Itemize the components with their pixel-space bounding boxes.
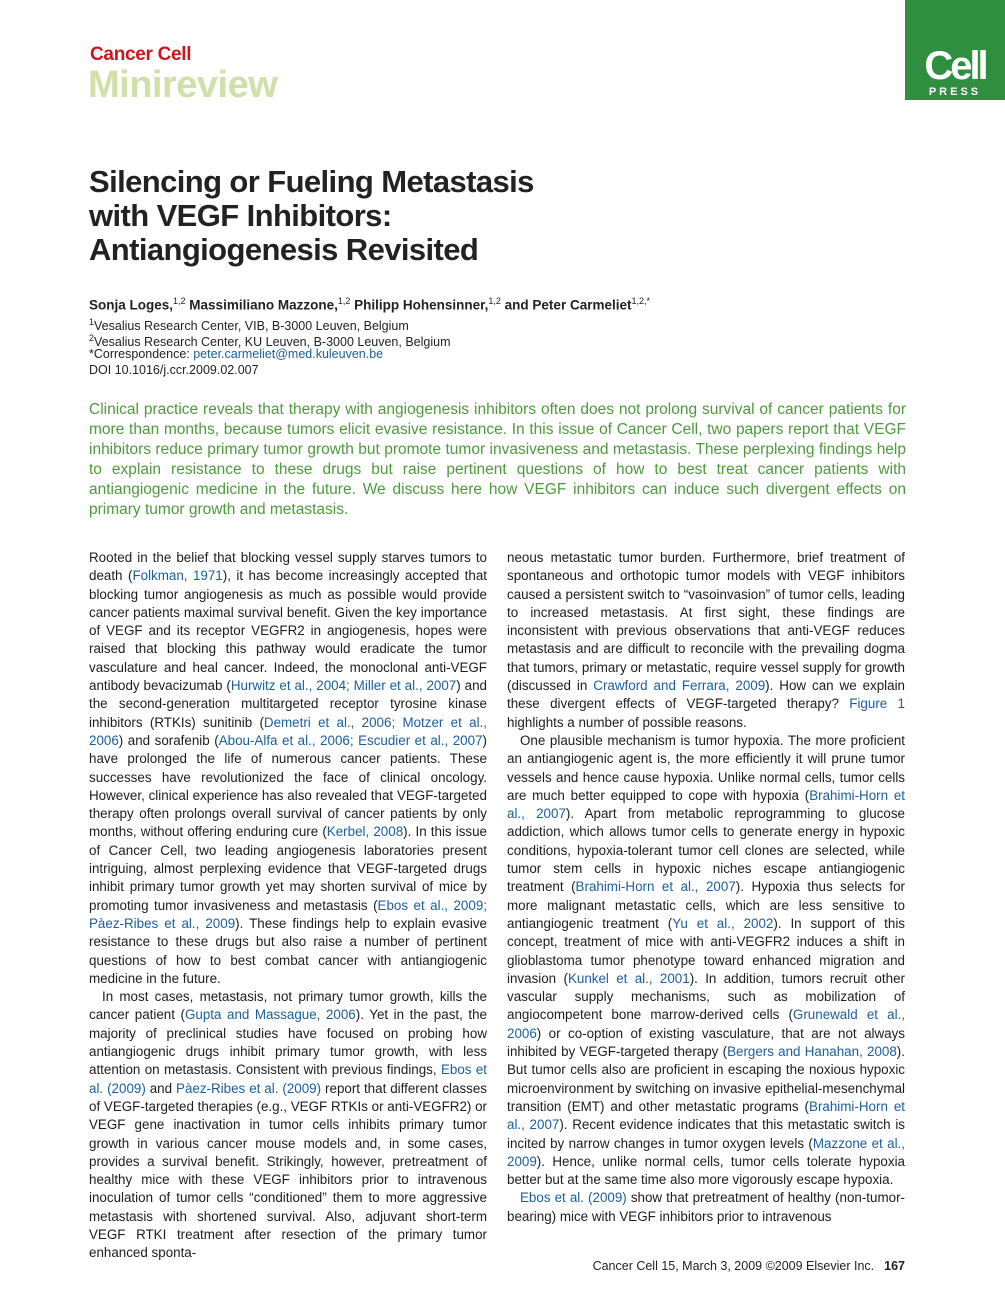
author-affil: 1,2: [337, 296, 351, 306]
citation-link[interactable]: Mazzone et al., 2009: [507, 1135, 905, 1169]
paragraph: One plausible mechanism is tumor hypoxia. The more proficient an antiangiogenic agent is, the more efficiently it will prune tumor vessels and hence cause hypoxia. Unlike normal cells, tumor cells are much better equipped to cope with hypoxia (Brahimi-Horn et al., 2007). Apart from metabolic reprogramming to glucose addiction, which allows tumor cells to generate energy in hypoxic conditions, hypoxia-tolerant tumor cell clones are selected, while tumor stem cells in hypoxic niches escape antiangiogenic treatment (Brahimi-Horn et al., 2007). Hypoxia thus selects for more malignant metastatic cells, which are less sensitive to antiangiogenic treatment (Yu et al., 2002). In support of this concept, treatment of mice with anti-VEGFR2 induces a shift in glioblastoma tumor phenotype toward enhanced migration and invasion (Kunkel et al., 2001). In addition, tumors recruit other vascular supply mechanisms, such as mobilization of angiocompetent bone marrow-derived cells (Grunewald et al., 2006) or co-option of existing vasculature, that are not always inhibited by VEGF-targeted therapy (Bergers and Hanahan, 2008). But tumor cells also are proficient in escaping the noxious hypoxic microenvironment by switching on invasive epithelial-mesenchymal transition (EMT) and other metastatic programs (Brahimi-Horn et al., 2007). Recent evidence indicates that this metastatic switch is incited by narrow changes in tumor oxygen levels (Mazzone et al., 2009). Hence, unlike normal cells, tumor cells tolerate hypoxia better but at the same time also more vigorously escape hypoxia.: [507, 732, 905, 1188]
citation-link[interactable]: Brahimi-Horn et al., 2007: [507, 787, 905, 822]
author-list: [89, 296, 650, 313]
citation-link[interactable]: Ebos et al. (2009): [520, 1190, 627, 1206]
correspondence: [89, 346, 383, 362]
article-title: [89, 165, 649, 267]
correspondence-email-link[interactable]: peter.carmeliet@med.kuleuven.be: [193, 347, 384, 361]
citation-link[interactable]: Ebos et al. (2009): [89, 1062, 487, 1096]
citation-link[interactable]: Kerbel, 2008: [326, 824, 404, 840]
citation-link[interactable]: Gupta and Massague, 2006: [184, 1007, 356, 1023]
author-affil: 1,2: [173, 296, 186, 306]
paragraph: neous metastatic tumor burden. Furthermore, brief treatment of spontaneous and orthotopic tumor models with VEGF inhibitors caused a persistent switch to “vasoinvasion” of tumor cells, leading to increased metastasis. At first sight, these findings are inconsistent with previous observations that anti-VEGF reduces metastasis and are difficult to reconcile with the prevailing dogma that tumors, primary or metastatic, require vessel supply for growth (discussed in Crawford and Ferrara, 2009). How can we explain these divergent effects of VEGF-targeted therapy? Figure 1 highlights a number of possible reasons.: [507, 550, 906, 730]
author-name: Sonja Loges,: [89, 297, 174, 313]
paragraph: Ebos et al. (2009) show that pretreatment of healthy (non-tumor-bearing) mice with VEGF inhibitors prior to intravenous: [507, 1190, 905, 1224]
author-name: and Peter Carmeliet: [504, 297, 632, 313]
footer-citation: Cancer Cell 15, March 3, 2009 ©2009 Elsevier Inc.: [592, 1259, 875, 1273]
logo-sub-text: PRESS: [928, 86, 982, 98]
body-column-left: [89, 549, 487, 1263]
citation-link[interactable]: Brahimi-Horn et al., 2007: [575, 879, 736, 895]
citation-link[interactable]: Yu et al., 2002: [672, 915, 774, 931]
body-column-right: [507, 549, 905, 1226]
logo-main-text: Cell: [924, 44, 986, 88]
citation-link[interactable]: Bergers and Hanahan, 2008: [727, 1044, 897, 1060]
citation-link[interactable]: Abou-Alfa et al., 2006; Escudier et al., 2007: [218, 732, 483, 748]
affiliation-2-text: Vesalius Research Center, KU Leuven, B-3000 Leuven, Belgium: [94, 335, 451, 350]
citation-link[interactable]: Kunkel et al., 2001: [567, 970, 690, 986]
figure-link[interactable]: Figure 1: [849, 696, 906, 712]
title-line-2: with VEGF Inhibitors:: [89, 198, 392, 233]
abstract: Clinical practice reveals that therapy with angiogenesis inhibitors often does not prolong survival of cancer patients for more than months, because tumors elicit evasive resistance. In this issue of Cancer Cell, two papers report that VEGF inhibitors reduce primary tumor growth but promote tumor invasiveness and metastasis. These perplexing findings help to explain resistance to these drugs but raise pertinent questions of how to best treat cancer patients with antiangiogenic medicine in the future. We discuss here how VEGF inhibitors can induce such divergent effects on primary tumor growth and metastasis.: [89, 401, 906, 518]
citation-link[interactable]: Ebos et al., 2009; Pàez-Ribes et al., 2009: [89, 897, 487, 931]
paragraph: Rooted in the belief that blocking vessel supply starves tumors to death (Folkman, 1971), it has become increasingly accepted that blocking tumor angiogenesis as much as possible would provide cancer patients maximal survival benefit. Given the key importance of VEGF and its receptor VEGFR2 in angiogenesis, hopes were raised that blocking this pathway would eradicate the tumor vasculature and heal cancer. Indeed, the monoclonal anti-VEGF antibody bevacizumab (Hurwitz et al., 2004; Miller et al., 2007) and the second-generation multitargeted receptor tyrosine kinase inhibitors (RTKIs) sunitinib (Demetri et al., 2006; Motzer et al., 2006) and sorafenib (Abou-Alfa et al., 2006; Escudier et al., 2007) have prolonged the life of numerous cancer patients. These successes have revolutionized the face of clinical oncology. However, clinical experience has also revealed that VEGF-targeted therapy often prolongs overall survival of cancer patients by only months, without offering enduring cure (Kerbel, 2008). In this issue of Cancer Cell, two leading angiogenesis laboratories present intriguing, almost perplexing evidence that VEGF-targeted drugs inhibit primary tumor growth yet may shorten survival of mice by promoting tumor invasiveness and metastasis (Ebos et al., 2009; Pàez-Ribes et al., 2009). These findings help to explain evasive resistance to these drugs but also raise a number of pertinent questions of how to best combat cancer with antiangiogenic medicine in the future.: [89, 550, 488, 986]
citation-link[interactable]: Grunewald et al., 2006: [507, 1007, 905, 1041]
cell-press-logo: [905, 0, 1005, 100]
title-line-1: Silencing or Fueling Metastasis: [89, 164, 534, 199]
page-number: 167: [884, 1259, 905, 1273]
author-affil: 1,2,*: [631, 296, 650, 306]
citation-link[interactable]: Brahimi-Horn et al., 2007: [507, 1098, 905, 1133]
paragraph: In most cases, metastasis, not primary tumor growth, kills the cancer patient (Gupta and Massague, 2006). Yet in the past, the majority of preclinical studies have focused on probing how antiangiogenic drugs inhibit primary tumor growth, with less attention on metastasis. Consistent with previous findings, Ebos et al. (2009) and Pàez-Ribes et al. (2009) report that different classes of VEGF-targeted therapies (e.g., VEGF RTKIs or anti-VEGFR2) or VEGF gene inactivation in tumor cells inhibits primary tumor growth in various cancer mouse models and, in some cases, provides a survival benefit. Strikingly, however, pretreatment of healthy mice with these VEGF inhibitors prior to intravenous inoculation of tumor cells “conditioned” them to more aggressive metastasis with shortened survival. Also, adjuvant short-term VEGF RTKI treatment after resection of the primary tumor enhanced sponta-: [89, 989, 488, 1261]
affiliation-1: $^1$Vesalius Research Center, VIB, B-3000 Leuven, Belgium: [89, 317, 409, 334]
page-footer: [593, 1259, 905, 1273]
section-label: Minireview: [88, 64, 278, 106]
author-affil: 1,2: [488, 296, 501, 306]
citation-link[interactable]: Pàez-Ribes et al. (2009): [176, 1080, 322, 1096]
citation-link[interactable]: Hurwitz et al., 2004; Miller et al., 2007: [230, 678, 457, 694]
correspondence-label: *Correspondence:: [89, 347, 194, 361]
journal-name: Cancer Cell: [90, 44, 192, 65]
citation-link[interactable]: Folkman, 1971: [132, 568, 223, 584]
citation-link[interactable]: Demetri et al., 2006; Motzer et al., 2006: [89, 714, 487, 748]
author-name: Massimiliano Mazzone,: [189, 297, 338, 313]
title-line-3: Antiangiogenesis Revisited: [89, 232, 479, 267]
citation-link[interactable]: Crawford and Ferrara, 2009: [593, 678, 766, 694]
author-name: Philipp Hohensinner,: [354, 297, 489, 313]
affiliation-2: $^2$Vesalius Research Center, KU Leuven, B-3000 Leuven, Belgium: [89, 333, 451, 350]
affiliation-1-text: Vesalius Research Center, VIB, B-3000 Leuven, Belgium: [94, 319, 409, 334]
doi: DOI 10.1016/j.ccr.2009.02.007: [89, 363, 259, 377]
